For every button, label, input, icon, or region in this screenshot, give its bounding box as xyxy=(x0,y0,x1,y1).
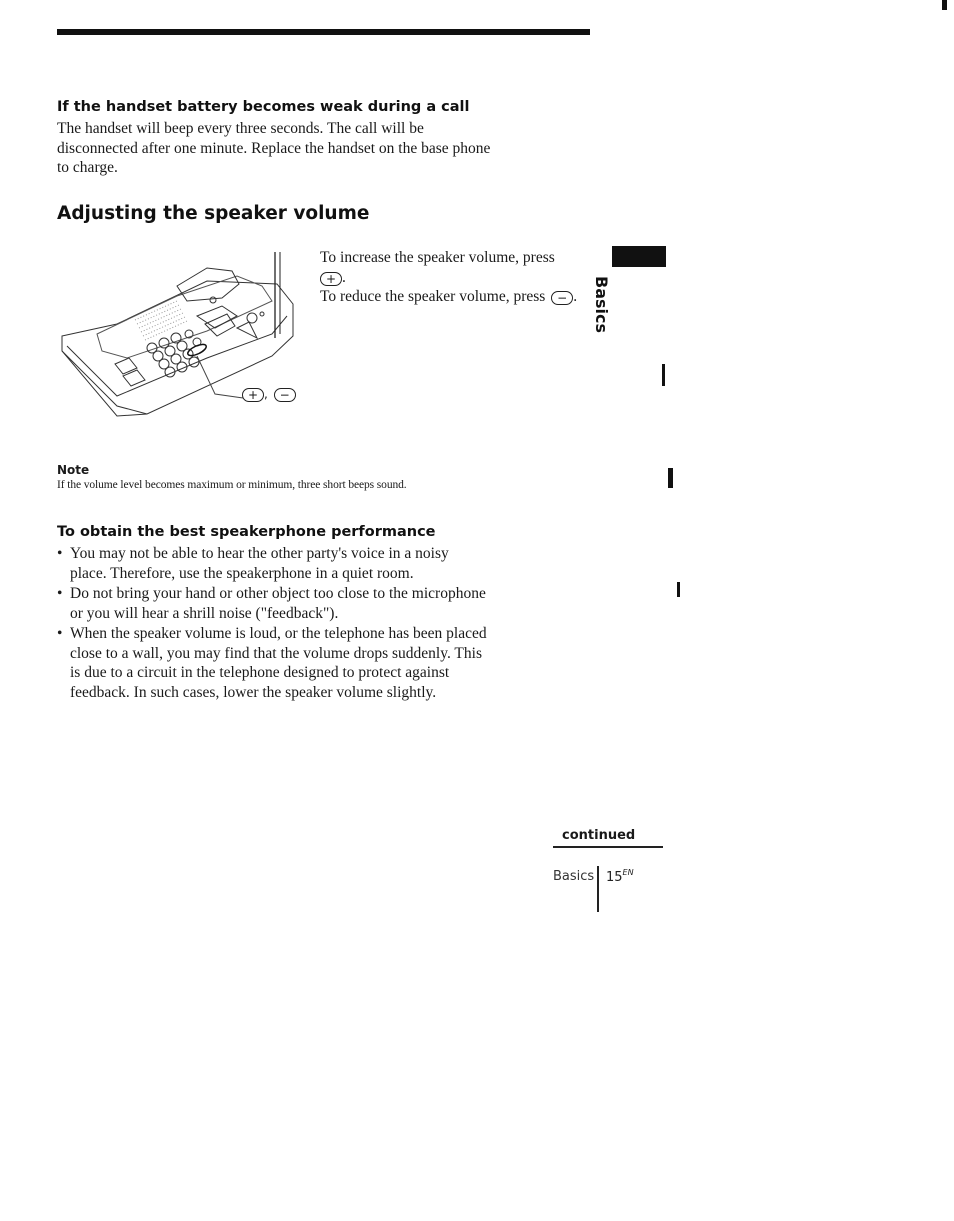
footer-section-name: Basics xyxy=(553,869,595,884)
footer-divider xyxy=(597,866,599,912)
plus-key-icon: + xyxy=(242,388,264,402)
battery-paragraph xyxy=(57,119,517,178)
battery-heading: If the handset battery becomes weak during a call xyxy=(57,99,470,115)
continued-rule xyxy=(553,846,663,848)
battery-line: to charge. xyxy=(57,159,118,176)
battery-line: disconnected after one minute. Replace the handset on the base phone xyxy=(57,139,491,157)
corner-mark xyxy=(942,0,947,10)
section-tab-block xyxy=(612,246,666,267)
minus-key-icon: − xyxy=(274,388,296,402)
increase-instruction: To increase the speaker volume, press xyxy=(320,249,555,266)
section-tab-label: Basics xyxy=(592,276,611,334)
edge-mark xyxy=(668,468,673,488)
volume-instructions xyxy=(320,248,590,307)
reduce-instruction: To reduce the speaker volume, press − . xyxy=(320,288,578,305)
list-item: • You may not be able to hear the other party's voice in a noisy place. Therefore, use the speakerphone in a quiet room. xyxy=(57,544,497,583)
list-item: • Do not bring your hand or other object too close to the microphone or you will hear a shrill noise ("feedback"). xyxy=(57,584,497,623)
battery-line: The handset will beep every three seconds. The call will be xyxy=(57,120,424,137)
page-number: $15^{EN}$ xyxy=(606,868,634,885)
note-text: If the volume level becomes maximum or minimum, three short beeps sound. xyxy=(57,479,407,491)
increase-key-line: + . xyxy=(320,268,590,288)
plus-button-icon: + xyxy=(320,272,342,286)
figure-callout-label: + , − xyxy=(240,387,296,402)
performance-list xyxy=(57,544,497,703)
edge-mark xyxy=(677,582,680,597)
volume-heading: Adjusting the speaker volume xyxy=(57,203,370,224)
continued-label: continued xyxy=(562,828,636,843)
note-label: Note xyxy=(57,463,90,477)
list-item: • When the speaker volume is loud, or the telephone has been placed close to a wall, you may find that the volume drops suddenly. This is due to a circuit in the telephone designed to protect against feedback. In such cases, lower the speaker volume slightly. xyxy=(57,624,497,702)
performance-heading: To obtain the best speakerphone performance xyxy=(57,524,436,540)
top-rule xyxy=(57,29,590,35)
edge-mark xyxy=(662,364,665,386)
minus-button-icon: − xyxy=(551,291,573,305)
